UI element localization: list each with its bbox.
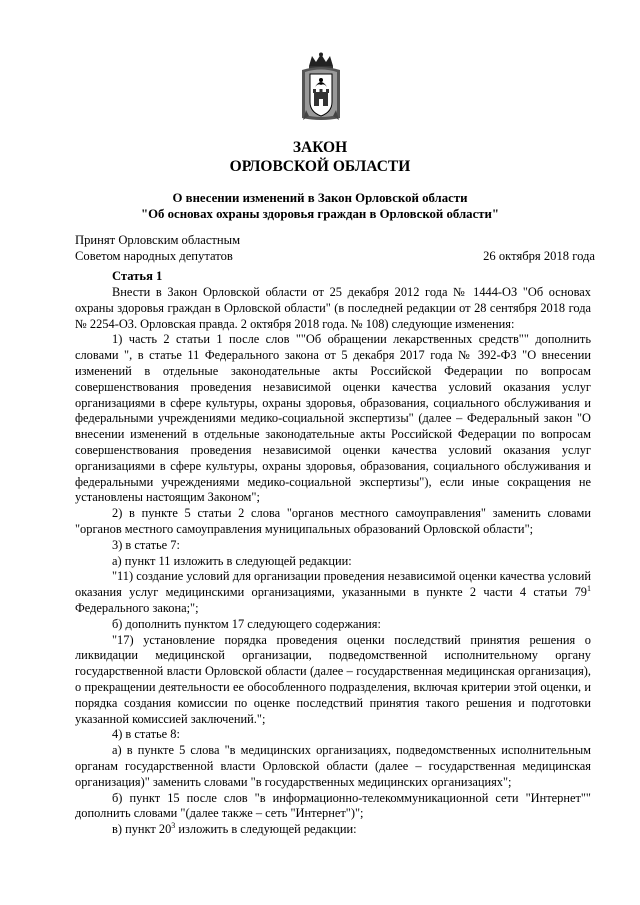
article-title: Статья 1 — [112, 269, 163, 283]
paragraph: а) в пункте 5 слова "в медицинских организациях, подведомственных исполнительным органам государственной власти Орловской области (далее – государственная медицинская организация)" заменить словами "в государственных медицинских организациях"; — [75, 743, 591, 789]
superscript: 1 — [587, 584, 591, 594]
orel-coat-of-arms-icon — [300, 52, 342, 122]
paragraph: Внести в Закон Орловской области от 25 декабря 2012 года № 1444-ОЗ "Об основах охраны здоровья граждан в Орловской области" (в последней редакции от 28 сентября 2018 года № 2254-ОЗ. Орловская правда. 2 октября 2018 года. № 108) следующие изменения: — [75, 285, 591, 331]
article-body — [75, 285, 591, 838]
paragraph: 4) в статье 8: — [112, 727, 180, 742]
subtitle-line-2: "Об основах охраны здоровья граждан в Орловской области" — [140, 207, 500, 221]
adopted-by-line-1: Принят Орловским областным — [75, 233, 241, 247]
law-title: ЗАКОН — [292, 139, 348, 156]
paragraph: 3) в статье 7: — [112, 537, 180, 552]
paragraph — [75, 569, 591, 616]
subtitle-line-1: О внесении изменений в Закон Орловской области — [172, 191, 468, 205]
paragraph-tail: Федерального закона;"; — [75, 600, 199, 615]
paragraph-tail: изложить в следующей редакции: — [175, 822, 357, 837]
adopted-by-line-2: Советом народных депутатов — [75, 249, 233, 263]
paragraph: 1) часть 2 статьи 1 после слов ""Об обращении лекарственных средств"" дополнить словами ", в статье 11 Федерального закона от 5 декабря 2017 года № 392-ФЗ "О внесении изменений в отдельные законодательные акты Российской Федерации по вопросам совершенствования проведения независимой оценки качества условий оказания услуг организациями в сфере культуры, охраны здоровья, образования, социального обслуживания и федеральными учреждениями медико-социальной экспертизы" (далее – Федеральный закон "О внесении изменений в отдельные законодательные акты Российской Федерации по вопросам совершенствования проведения независимой оценки качества условий оказания услуг организациями в сфере культуры, охраны здоровья, образования, социального обслуживания и федеральными учреждениями медико-социальной экспертизы"), если иные сокращения не установлены настоящим Законом"; — [75, 332, 591, 505]
paragraph: а) пункт 11 изложить в следующей редакции: — [112, 553, 352, 568]
paragraph — [75, 822, 591, 838]
paragraph: 2) в пункте 5 статьи 2 слова "органов местного самоуправления" заменить словами "органов местного самоуправления муниципальных образований Орловской области"; — [75, 506, 591, 536]
paragraph-text: "11) создание условий для организации проведения независимой оценки качества условий оказания услуг медицинскими организациями, указанными в пункте 2 части 4 статьи 79 — [75, 569, 591, 600]
paragraph-text: в) пункт 20 — [112, 822, 172, 837]
superscript: 3 — [171, 820, 176, 830]
adoption-block — [75, 232, 595, 264]
paragraph: "17) установление порядка проведения оценки последствий принятия решения о ликвидации медицинской организации, подведомственной исполнительному органу государственной власти Орловской области (далее – государственная медицинская организация), о прекращении деятельности ее обособленного подразделения, включая критерии этой оценки, и порядка создания комиссии по оценке последствий принятия такого решения и подготовки указанной комиссией заключений."; — [75, 632, 591, 726]
paragraph: б) пункт 15 после слов "в информационно-телекоммуникационной сети "Интернет"" дополнить словами "(далее также – сеть "Интернет")"; — [75, 790, 591, 821]
adoption-date: 26 октября 2018 года — [483, 249, 595, 263]
law-subtitle — [0, 190, 640, 222]
paragraph: б) дополнить пунктом 17 следующего содержания: — [112, 616, 381, 631]
region-title: ОРЛОВСКОЙ ОБЛАСТИ — [229, 158, 411, 175]
